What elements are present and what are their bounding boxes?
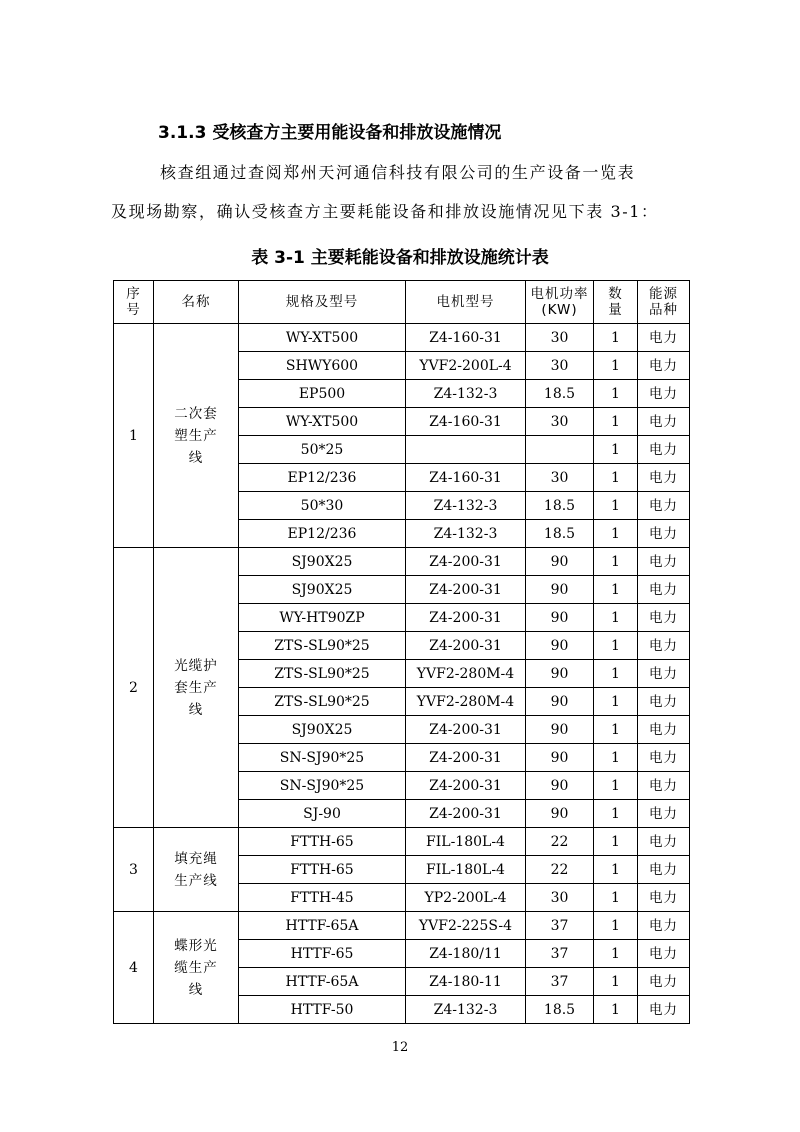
cell-spec: FTTH-65	[239, 856, 406, 884]
cell-spec: ZTS-SL90*25	[239, 632, 406, 660]
cell-qty: 1	[594, 380, 638, 408]
cell-qty: 1	[594, 856, 638, 884]
header-power: 电机功率(KW)	[526, 281, 594, 324]
cell-qty: 1	[594, 912, 638, 940]
header-seq: 序号	[114, 281, 154, 324]
cell-energy: 电力	[638, 968, 690, 996]
header-spec: 规格及型号	[239, 281, 406, 324]
cell-motor: Z4-200-31	[406, 716, 526, 744]
cell-motor: Z4-180/11	[406, 940, 526, 968]
cell-energy: 电力	[638, 436, 690, 464]
paragraph-line-1: 核查组通过查阅郑州天河通信科技有限公司的生产设备一览表	[160, 163, 636, 182]
cell-energy: 电力	[638, 520, 690, 548]
cell-spec: 50*30	[239, 492, 406, 520]
cell-motor: Z4-132-3	[406, 380, 526, 408]
cell-motor	[406, 436, 526, 464]
cell-qty: 1	[594, 548, 638, 576]
cell-motor: YVF2-280M-4	[406, 660, 526, 688]
cell-motor: Z4-200-31	[406, 744, 526, 772]
cell-energy: 电力	[638, 632, 690, 660]
group-name: 二次套塑生产线	[154, 324, 239, 548]
cell-motor: Z4-200-31	[406, 632, 526, 660]
table-caption: 表 3-1 主要耗能设备和排放设施统计表	[251, 248, 549, 268]
cell-qty: 1	[594, 520, 638, 548]
cell-spec: WY-XT500	[239, 408, 406, 436]
cell-motor: FIL-180L-4	[406, 828, 526, 856]
cell-power: 18.5	[526, 492, 594, 520]
cell-spec: WY-HT90ZP	[239, 604, 406, 632]
cell-qty: 1	[594, 940, 638, 968]
cell-power: 90	[526, 576, 594, 604]
cell-motor: Z4-180-11	[406, 968, 526, 996]
cell-qty: 1	[594, 744, 638, 772]
cell-qty: 1	[594, 408, 638, 436]
cell-energy: 电力	[638, 548, 690, 576]
cell-energy: 电力	[638, 940, 690, 968]
cell-energy: 电力	[638, 912, 690, 940]
cell-motor: FIL-180L-4	[406, 856, 526, 884]
cell-power: 90	[526, 632, 594, 660]
cell-motor: Z4-132-3	[406, 996, 526, 1024]
group-seq: 3	[114, 828, 154, 912]
cell-qty: 1	[594, 660, 638, 688]
cell-energy: 电力	[638, 380, 690, 408]
group-name: 光缆护套生产线	[154, 548, 239, 828]
cell-qty: 1	[594, 352, 638, 380]
cell-qty: 1	[594, 632, 638, 660]
cell-power: 30	[526, 324, 594, 352]
cell-power: 37	[526, 912, 594, 940]
cell-spec: WY-XT500	[239, 324, 406, 352]
cell-qty: 1	[594, 464, 638, 492]
cell-energy: 电力	[638, 856, 690, 884]
cell-qty: 1	[594, 884, 638, 912]
cell-motor: Z4-160-31	[406, 464, 526, 492]
cell-spec: EP12/236	[239, 464, 406, 492]
cell-spec: SJ90X25	[239, 716, 406, 744]
cell-qty: 1	[594, 800, 638, 828]
cell-spec: EP12/236	[239, 520, 406, 548]
cell-power: 37	[526, 968, 594, 996]
cell-energy: 电力	[638, 996, 690, 1024]
cell-power: 22	[526, 828, 594, 856]
cell-spec: ZTS-SL90*25	[239, 688, 406, 716]
cell-qty: 1	[594, 604, 638, 632]
header-qty: 数量	[594, 281, 638, 324]
cell-power: 30	[526, 408, 594, 436]
cell-energy: 电力	[638, 576, 690, 604]
cell-qty: 1	[594, 688, 638, 716]
cell-power	[526, 436, 594, 464]
cell-qty: 1	[594, 828, 638, 856]
equipment-table	[113, 280, 690, 1024]
cell-qty: 1	[594, 968, 638, 996]
cell-energy: 电力	[638, 688, 690, 716]
cell-motor: Z4-200-31	[406, 604, 526, 632]
cell-energy: 电力	[638, 772, 690, 800]
cell-motor: YVF2-280M-4	[406, 688, 526, 716]
table-header-row	[114, 281, 690, 324]
cell-energy: 电力	[638, 352, 690, 380]
table-row	[114, 912, 690, 940]
cell-power: 90	[526, 548, 594, 576]
cell-energy: 电力	[638, 492, 690, 520]
cell-spec: SJ90X25	[239, 576, 406, 604]
cell-motor: YP2-200L-4	[406, 884, 526, 912]
cell-qty: 1	[594, 996, 638, 1024]
cell-spec: SJ-90	[239, 800, 406, 828]
table-row	[114, 548, 690, 576]
cell-qty: 1	[594, 436, 638, 464]
cell-motor: Z4-132-3	[406, 520, 526, 548]
cell-spec: ZTS-SL90*25	[239, 660, 406, 688]
cell-energy: 电力	[638, 408, 690, 436]
cell-motor: Z4-160-31	[406, 408, 526, 436]
header-motor: 电机型号	[406, 281, 526, 324]
cell-spec: HTTF-50	[239, 996, 406, 1024]
cell-power: 30	[526, 352, 594, 380]
cell-spec: FTTH-45	[239, 884, 406, 912]
cell-spec: SN-SJ90*25	[239, 744, 406, 772]
cell-spec: 50*25	[239, 436, 406, 464]
cell-power: 30	[526, 884, 594, 912]
cell-power: 90	[526, 688, 594, 716]
cell-power: 90	[526, 772, 594, 800]
cell-spec: HTTF-65A	[239, 968, 406, 996]
cell-power: 18.5	[526, 520, 594, 548]
cell-spec: HTTF-65	[239, 940, 406, 968]
cell-motor: Z4-200-31	[406, 772, 526, 800]
cell-power: 18.5	[526, 380, 594, 408]
cell-motor: YVF2-225S-4	[406, 912, 526, 940]
paragraph-line-2: 及现场勘察，确认受核查方主要耗能设备和排放设施情况见下表 3-1：	[111, 202, 659, 221]
cell-power: 37	[526, 940, 594, 968]
cell-spec: EP500	[239, 380, 406, 408]
cell-spec: SHWY600	[239, 352, 406, 380]
cell-power: 30	[526, 464, 594, 492]
cell-energy: 电力	[638, 464, 690, 492]
cell-energy: 电力	[638, 324, 690, 352]
cell-motor: Z4-160-31	[406, 324, 526, 352]
cell-qty: 1	[594, 324, 638, 352]
page-number: 12	[391, 1040, 409, 1055]
cell-power: 90	[526, 604, 594, 632]
cell-energy: 电力	[638, 800, 690, 828]
cell-energy: 电力	[638, 716, 690, 744]
cell-power: 90	[526, 716, 594, 744]
cell-power: 90	[526, 660, 594, 688]
group-seq: 1	[114, 324, 154, 548]
cell-energy: 电力	[638, 604, 690, 632]
cell-energy: 电力	[638, 884, 690, 912]
cell-motor: Z4-200-31	[406, 800, 526, 828]
cell-power: 90	[526, 800, 594, 828]
cell-motor: Z4-132-3	[406, 492, 526, 520]
cell-spec: SN-SJ90*25	[239, 772, 406, 800]
cell-qty: 1	[594, 772, 638, 800]
group-name: 填充绳生产线	[154, 828, 239, 912]
header-energy: 能源品种	[638, 281, 690, 324]
cell-motor: Z4-200-31	[406, 548, 526, 576]
section-heading: 3.1.3 受核查方主要用能设备和排放设施情况	[158, 123, 502, 143]
cell-energy: 电力	[638, 744, 690, 772]
group-name: 蝶形光缆生产线	[154, 912, 239, 1024]
cell-motor: Z4-200-31	[406, 576, 526, 604]
cell-power: 18.5	[526, 996, 594, 1024]
cell-qty: 1	[594, 716, 638, 744]
cell-spec: SJ90X25	[239, 548, 406, 576]
table-row	[114, 828, 690, 856]
cell-energy: 电力	[638, 660, 690, 688]
cell-spec: HTTF-65A	[239, 912, 406, 940]
table-row	[114, 324, 690, 352]
cell-qty: 1	[594, 576, 638, 604]
group-seq: 2	[114, 548, 154, 828]
group-seq: 4	[114, 912, 154, 1024]
cell-spec: FTTH-65	[239, 828, 406, 856]
cell-motor: YVF2-200L-4	[406, 352, 526, 380]
header-name: 名称	[154, 281, 239, 324]
cell-power: 22	[526, 856, 594, 884]
cell-qty: 1	[594, 492, 638, 520]
cell-power: 90	[526, 744, 594, 772]
cell-energy: 电力	[638, 828, 690, 856]
